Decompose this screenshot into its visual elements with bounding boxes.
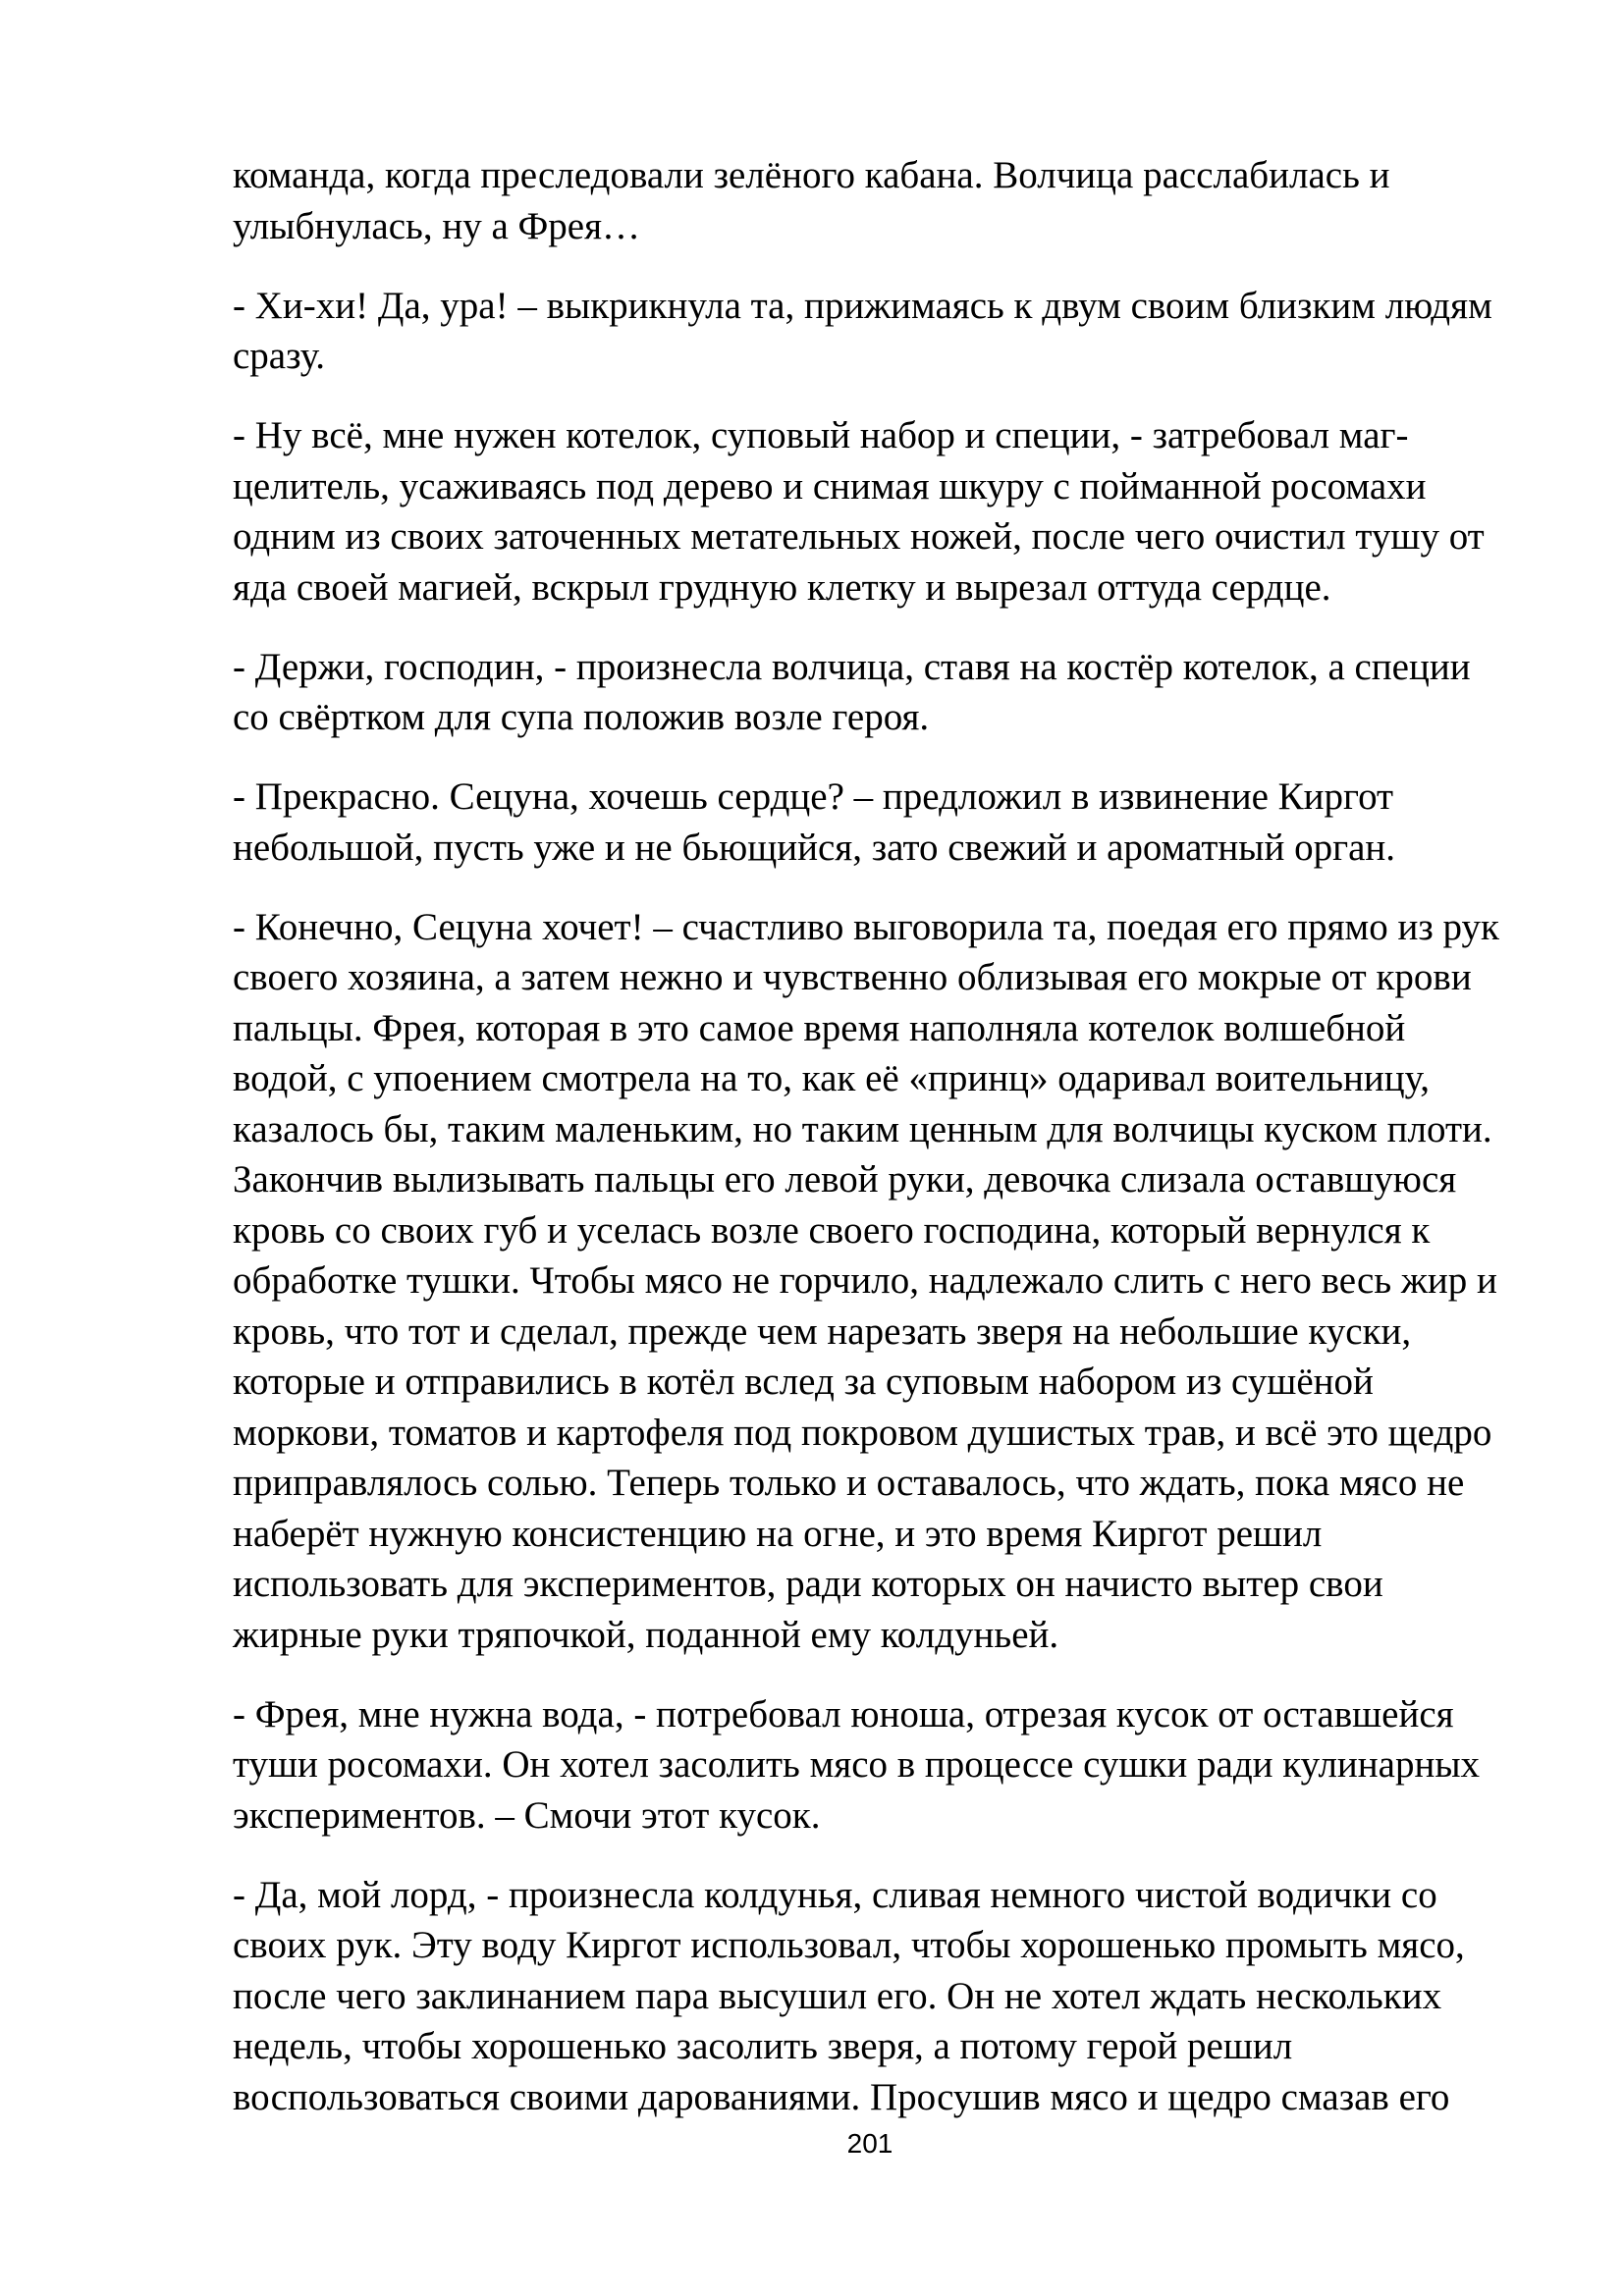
text-line: - Фрея, мне нужна вода, - потребовал юноша, отрезая кусок от оставшейся <box>233 1692 1454 1735</box>
paragraph <box>233 281 1519 382</box>
paragraph <box>233 642 1519 743</box>
paragraph <box>233 772 1519 873</box>
text-line: улыбнулась, ну а Фрея… <box>233 204 641 247</box>
paragraph <box>233 150 1519 251</box>
text-line: пальцы. Фрея, которая в это самое время наполняла котелок волшебной <box>233 1006 1406 1049</box>
text-line: обработке тушки. Чтобы мясо не горчило, надлежало слить с него весь жир и <box>233 1259 1497 1302</box>
text-line: наберёт нужную консистенцию на огне, и это время Киргот решил <box>233 1512 1323 1555</box>
text-line: водой, с упоением смотрела на то, как её «принц» одаривал воительницу, <box>233 1057 1430 1099</box>
paragraph <box>233 1870 1519 2123</box>
text-line: команда, когда преследовали зелёного кабана. Волчица расслабилась и <box>233 154 1390 196</box>
text-line: со свёртком для супа положив возле героя. <box>233 696 930 738</box>
text-line: недель, чтобы хорошенько засолить зверя, а потому герой решил <box>233 2025 1293 2067</box>
text-line: жирные руки тряпочкой, поданной ему колдуньей. <box>233 1613 1059 1656</box>
text-line: казалось бы, таким маленьким, но таким ценным для волчицы куском плоти. <box>233 1107 1492 1150</box>
body-text <box>233 150 1519 2152</box>
text-line: своего хозяина, а затем нежно и чувственно облизывая его мокрые от крови <box>233 956 1472 998</box>
text-line: кровь со своих губ и уселась возле своего господина, который вернулся к <box>233 1208 1431 1252</box>
text-line: - Да, мой лорд, - произнесла колдунья, сливая немного чистой водички со <box>233 1873 1437 1916</box>
text-line: моркови, томатов и картофеля под покровом душистых трав, и всё это щедро <box>233 1411 1492 1454</box>
text-line: экспериментов. – Смочи этот кусок. <box>233 1793 821 1837</box>
text-line: своих рук. Эту воду Киргот использовал, чтобы хорошенько промыть мясо, <box>233 1924 1465 1966</box>
paragraph <box>233 410 1519 613</box>
text-line: использовать для экспериментов, ради которых он начисто вытер свои <box>233 1563 1383 1605</box>
paragraph <box>233 1689 1519 1842</box>
text-line: сразу. <box>233 335 326 377</box>
text-line: целитель, усаживаясь под дерево и снимая шкуру с пойманной росомахи <box>233 464 1427 507</box>
text-line: - Ну всё, мне нужен котелок, суповый набор и специи, - затребовал маг- <box>233 414 1409 456</box>
text-line: приправлялось солью. Теперь только и оставалось, что ждать, пока мясо не <box>233 1462 1465 1504</box>
text-line: - Держи, господин, - произнесла волчица, ставя на костёр котелок, а специи <box>233 645 1471 688</box>
text-line: одним из своих заточенных метательных ножей, после чего очистил тушу от <box>233 515 1485 558</box>
text-line: после чего заклинанием пара высушил его. Он не хотел ждать нескольких <box>233 1974 1442 2017</box>
text-line: - Хи-хи! Да, ура! – выкрикнула та, прижимаясь к двум своим близким людям <box>233 284 1492 327</box>
text-line: воспользоваться своими дарованиями. Просушив мясо и щедро смазав его <box>233 2075 1450 2118</box>
text-line: яда своей магией, вскрыл грудную клетку и вырезал оттуда сердце. <box>233 565 1331 609</box>
text-line: - Конечно, Сецуна хочет! – счастливо выговорила та, поедая его прямо из рук <box>233 905 1499 948</box>
paragraph <box>233 902 1519 1661</box>
text-line: которые и отправились в котёл вслед за суповым набором из сушёной <box>233 1361 1374 1403</box>
text-line: - Прекрасно. Сецуна, хочешь сердце? – предложил в извинение Киргот <box>233 775 1394 818</box>
text-line: кровь, что тот и сделал, прежде чем нарезать зверя на небольшие куски, <box>233 1309 1412 1353</box>
text-line: небольшой, пусть уже и не бьющийся, зато свежий и ароматный орган. <box>233 826 1396 869</box>
text-line: Закончив вылизывать пальцы его левой руки, девочка слизала оставшуюся <box>233 1158 1457 1201</box>
text-line: туши росомахи. Он хотел засолить мясо в процессе сушки ради кулинарных <box>233 1743 1481 1786</box>
page-number: 201 <box>846 2128 893 2159</box>
